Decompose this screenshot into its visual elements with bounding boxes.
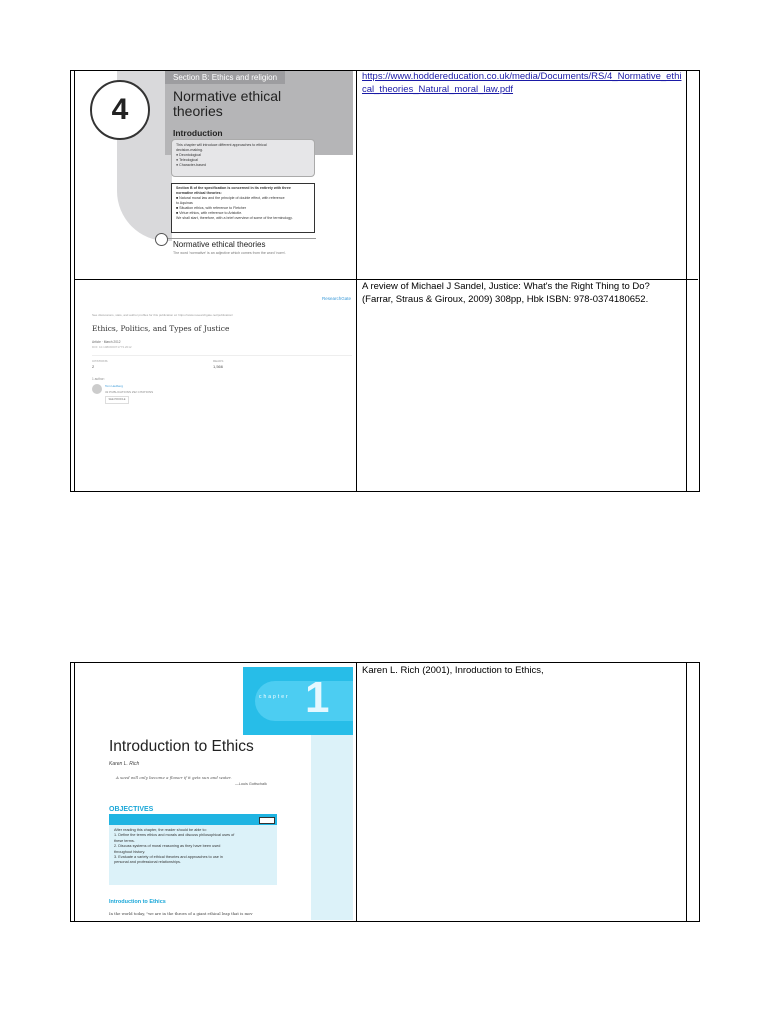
citations-value: 2 [92, 364, 95, 369]
section-label: Section B: Ethics and religion [173, 73, 278, 82]
objectives-bar [109, 814, 277, 825]
intro-line: ● Deontological [176, 153, 201, 157]
spec-line: ■ Virtue ethics, with reference to Aristotle. [176, 211, 243, 215]
spec-line: to Aquinas [176, 201, 193, 205]
divider-rule [166, 238, 316, 239]
article-title: Ethics, Politics, and Types of Justice [92, 324, 230, 333]
intro-line: ● Character-based [176, 163, 206, 167]
intro-line: This chapter will introduce different approaches to ethical [176, 143, 267, 147]
objective-line: 2. Discuss systems of moral reasoning as they have been used [114, 844, 221, 849]
article-date: Article · March 2012 [92, 340, 121, 344]
objective-line: 1. Define the terms ethics and morals and discuss philosophical uses of [114, 833, 235, 838]
objectives-badge [259, 817, 275, 824]
rich-citation: Karen L. Rich (2001), Inroduction to Ethics, [362, 665, 544, 676]
spec-line: Section B of the specification is concerned in its entirety with three [176, 186, 291, 190]
intro-line: decision-making. [176, 148, 203, 152]
reads-value: 1,566 [213, 364, 224, 369]
body-text: In the world today, "we are in the throes of a giant ethical leap that is mov [109, 911, 253, 916]
see-profile-button: SEE PROFILE [105, 396, 129, 404]
avatar [92, 384, 102, 394]
spec-line: We shall start, therefore, with a brief overview of some of the terminology. [176, 216, 293, 220]
researchgate-logo: ResearchGate [321, 296, 351, 301]
sandel-review-citation: A review of Michael J Sandel, Justice: What's the Right Thing to Do? (Farrar, Straus & Giroux, 2009) 308pp, Hbk ISBN: 978-0374180652. [362, 281, 650, 305]
authors-label: 1 author: [92, 377, 105, 381]
table1-col-divider [356, 70, 357, 491]
hodder-chapter-thumbnail [75, 71, 353, 278]
subheading: Normative ethical theories [173, 240, 266, 249]
objectives-box [109, 825, 277, 885]
citations-label: CITATIONS [92, 359, 108, 363]
objective-line: After reading this chapter, the reader should be able to: [114, 828, 207, 832]
spec-line: ■ Natural moral law and the principle of double effect, with reference [176, 196, 285, 200]
chapter-author: Karen L. Rich [109, 761, 140, 767]
author-name: Tom Hedberg [105, 384, 124, 388]
bullet-circle [155, 233, 168, 246]
chapter-title: Introduction to Ethics [109, 738, 254, 755]
author-stats: 32 PUBLICATIONS 292 CITATIONS [105, 390, 154, 394]
side-column [311, 735, 353, 920]
researchgate-thumbnail [75, 281, 353, 489]
chapter-number: 1 [305, 673, 330, 722]
intro-line: ● Teleological [176, 158, 198, 162]
spec-line: normative ethical theories: [176, 191, 222, 195]
chapter-title: Normative ethical theories [173, 88, 282, 119]
intro-ethics-thumbnail [75, 667, 353, 920]
epigraph: A seed will only become a flower if it gets sun and water. [116, 775, 232, 780]
objectives-heading: OBJECTIVES [109, 806, 154, 813]
reads-label: READS [213, 359, 224, 363]
specification-box [171, 183, 315, 233]
chapter-number-badge: 4 [90, 80, 150, 140]
divider [92, 355, 352, 356]
intro-heading: Introduction to Ethics [109, 899, 166, 905]
objective-line: personal and professional relationships. [114, 860, 181, 865]
intro-heading: Introduction [173, 128, 223, 138]
subheading-text: The word 'normative' is an adjective which comes from the word 'norm'. [173, 251, 287, 255]
hodder-pdf-link[interactable]: https://www.hoddereducation.co.uk/media/Documents/RS/4_Normative_ethical_theories_Natural_moral_law.pdf [362, 71, 682, 95]
intro-box [171, 139, 315, 177]
publication-meta: See discussions, stats, and author profiles for this publication at: https://www.researchgate.net/publication/ [92, 313, 233, 317]
objective-line: 3. Evaluate a variety of ethical theories and approaches to use in [114, 855, 223, 860]
table2-col-divider [356, 662, 357, 921]
epigraph-attribution: —Louis Gottschalk [235, 782, 267, 786]
spec-line: ■ Situation ethics, with reference to Fletcher [176, 206, 247, 210]
objective-line: these terms. [114, 838, 135, 843]
chapter-word: chapter [259, 694, 290, 700]
table2-right-inner-border [686, 662, 687, 921]
objective-line: throughout history. [114, 849, 146, 854]
banner-swoosh [255, 681, 353, 721]
table1-right-inner-border [686, 70, 687, 491]
article-doi: DOI: 10.1080/00071773.2012 [92, 345, 132, 349]
